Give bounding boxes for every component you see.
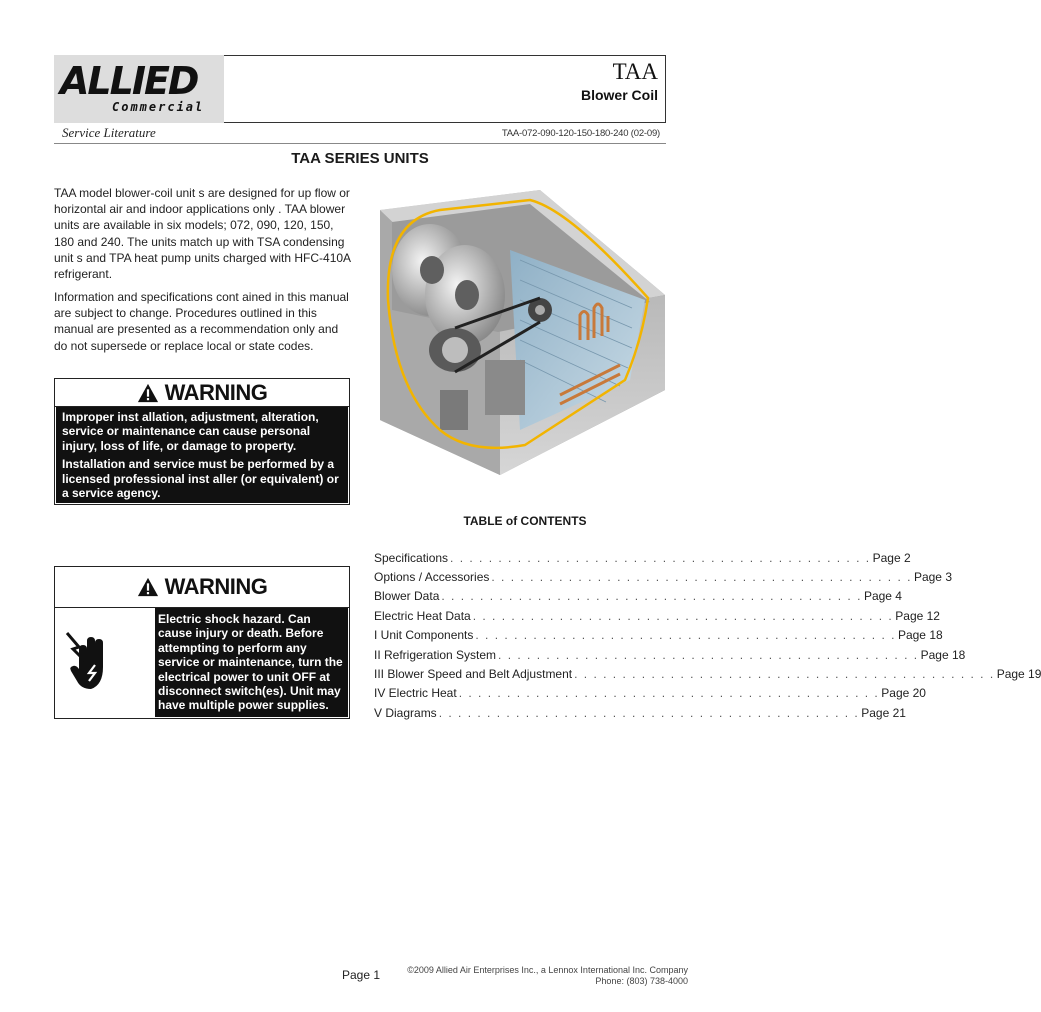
table-of-contents — [374, 548, 1041, 723]
page-title: TAA SERIES UNITS — [291, 150, 429, 167]
toc-entry-options-accessories[interactable]: Options / Accessories . . . . . . . . . . . . . . . . . . . . . . . . . . . . . . . . . . . . . . . . . . . . Page 3 — [374, 570, 952, 585]
electric-shock-hand-icon — [65, 627, 115, 697]
warning-box-electric-shock — [54, 566, 350, 719]
allied-logo: ALLIED — [60, 59, 198, 103]
phone-number: Phone: (803) 738-4000 — [595, 976, 688, 986]
toc-title: TABLE of CONTENTS — [463, 514, 587, 528]
header-divider — [54, 143, 666, 144]
warning-triangle-icon — [137, 576, 159, 598]
toc-entry-electric-heat-data[interactable]: Electric Heat Data . . . . . . . . . . . . . . . . . . . . . . . . . . . . . . . . . . . . . . . . . . . . Page 12 — [374, 608, 940, 623]
toc-entry-refrigeration-system[interactable]: II Refrigeration System . . . . . . . . . . . . . . . . . . . . . . . . . . . . . . . . . . . . . . . . . . . . Page 18 — [374, 647, 966, 662]
model-title: TAA — [612, 59, 658, 84]
document-number: TAA-072-090-120-150-180-240 (02-09) — [501, 128, 660, 139]
warning-body — [155, 608, 348, 717]
page-number: Page 1 — [342, 968, 381, 982]
warning-text: Improper inst allation, adjustment, alteration, service or maintenance can cause personal injury, loss of life, or damage to property. — [62, 410, 319, 453]
warning-box-installation — [54, 378, 350, 505]
warning-text: Electric shock hazard. Can cause injury or death. Before attempting to perform any service or maintenance, turn the electrical power to unit OFF at disconnect switch(es). Unit may have multiple power supplies. — [158, 612, 343, 713]
warning-text: Installation and service must be performed by a licensed professional inst aller (or equivalent) or a service agency. — [62, 457, 339, 501]
toc-entry-unit-components[interactable]: I Unit Components . . . . . . . . . . . . . . . . . . . . . . . . . . . . . . . . . . . . . . . . . . . . Page 18 — [374, 628, 943, 643]
blower-coil-unit-illustration — [370, 190, 670, 475]
service-literature-label: Service Literature — [62, 125, 156, 140]
toc-entry-electric-heat[interactable]: IV Electric Heat . . . . . . . . . . . . . . . . . . . . . . . . . . . . . . . . . . . . . . . . . . . . Page 20 — [374, 686, 926, 701]
warning-triangle-icon — [137, 382, 159, 404]
toc-entry-diagrams[interactable]: V Diagrams . . . . . . . . . . . . . . . . . . . . . . . . . . . . . . . . . . . . . . . . . . . . Page 21 — [374, 705, 906, 720]
warning-heading: WARNING — [55, 567, 349, 608]
allied-logo-subtitle: Commercial — [112, 100, 205, 114]
toc-entry-blower-speed-belt[interactable]: III Blower Speed and Belt Adjustment . . . . . . . . . . . . . . . . . . . . . . . . . . . . . . . . . . . . . . . . . . . . Page 19 — [374, 667, 1041, 682]
warning-heading: WARNING — [55, 379, 349, 407]
intro-paragraph: TAA model blower-coil unit s are designed for up flow or horizontal air and indoor applications only . TAA blower units are available in six models; 072, 090, 120, 150, 180 and 240. The units match up with TSA condensing unit s and TPA heat pump units charged with HFC-410A refrigerant. — [54, 186, 351, 282]
copyright-notice: ©2009 Allied Air Enterprises Inc., a Lennox International Inc. Company Phone: (803) 738-4000 — [407, 965, 688, 986]
product-name: Blower Coil — [580, 87, 658, 103]
toc-entry-specifications[interactable]: Specifications . . . . . . . . . . . . . . . . . . . . . . . . . . . . . . . . . . . . . . . . . . . . Page 2 — [374, 550, 911, 565]
toc-entry-blower-data[interactable]: Blower Data . . . . . . . . . . . . . . . . . . . . . . . . . . . . . . . . . . . . . . . . . . . . Page 4 — [374, 589, 902, 604]
warning-body — [56, 407, 348, 503]
disclaimer-paragraph: Information and specifications cont ained in this manual are subject to change. Procedures outlined in this manual are presented as a recommendation only and do not supersede or replace local or state codes. — [54, 290, 349, 353]
